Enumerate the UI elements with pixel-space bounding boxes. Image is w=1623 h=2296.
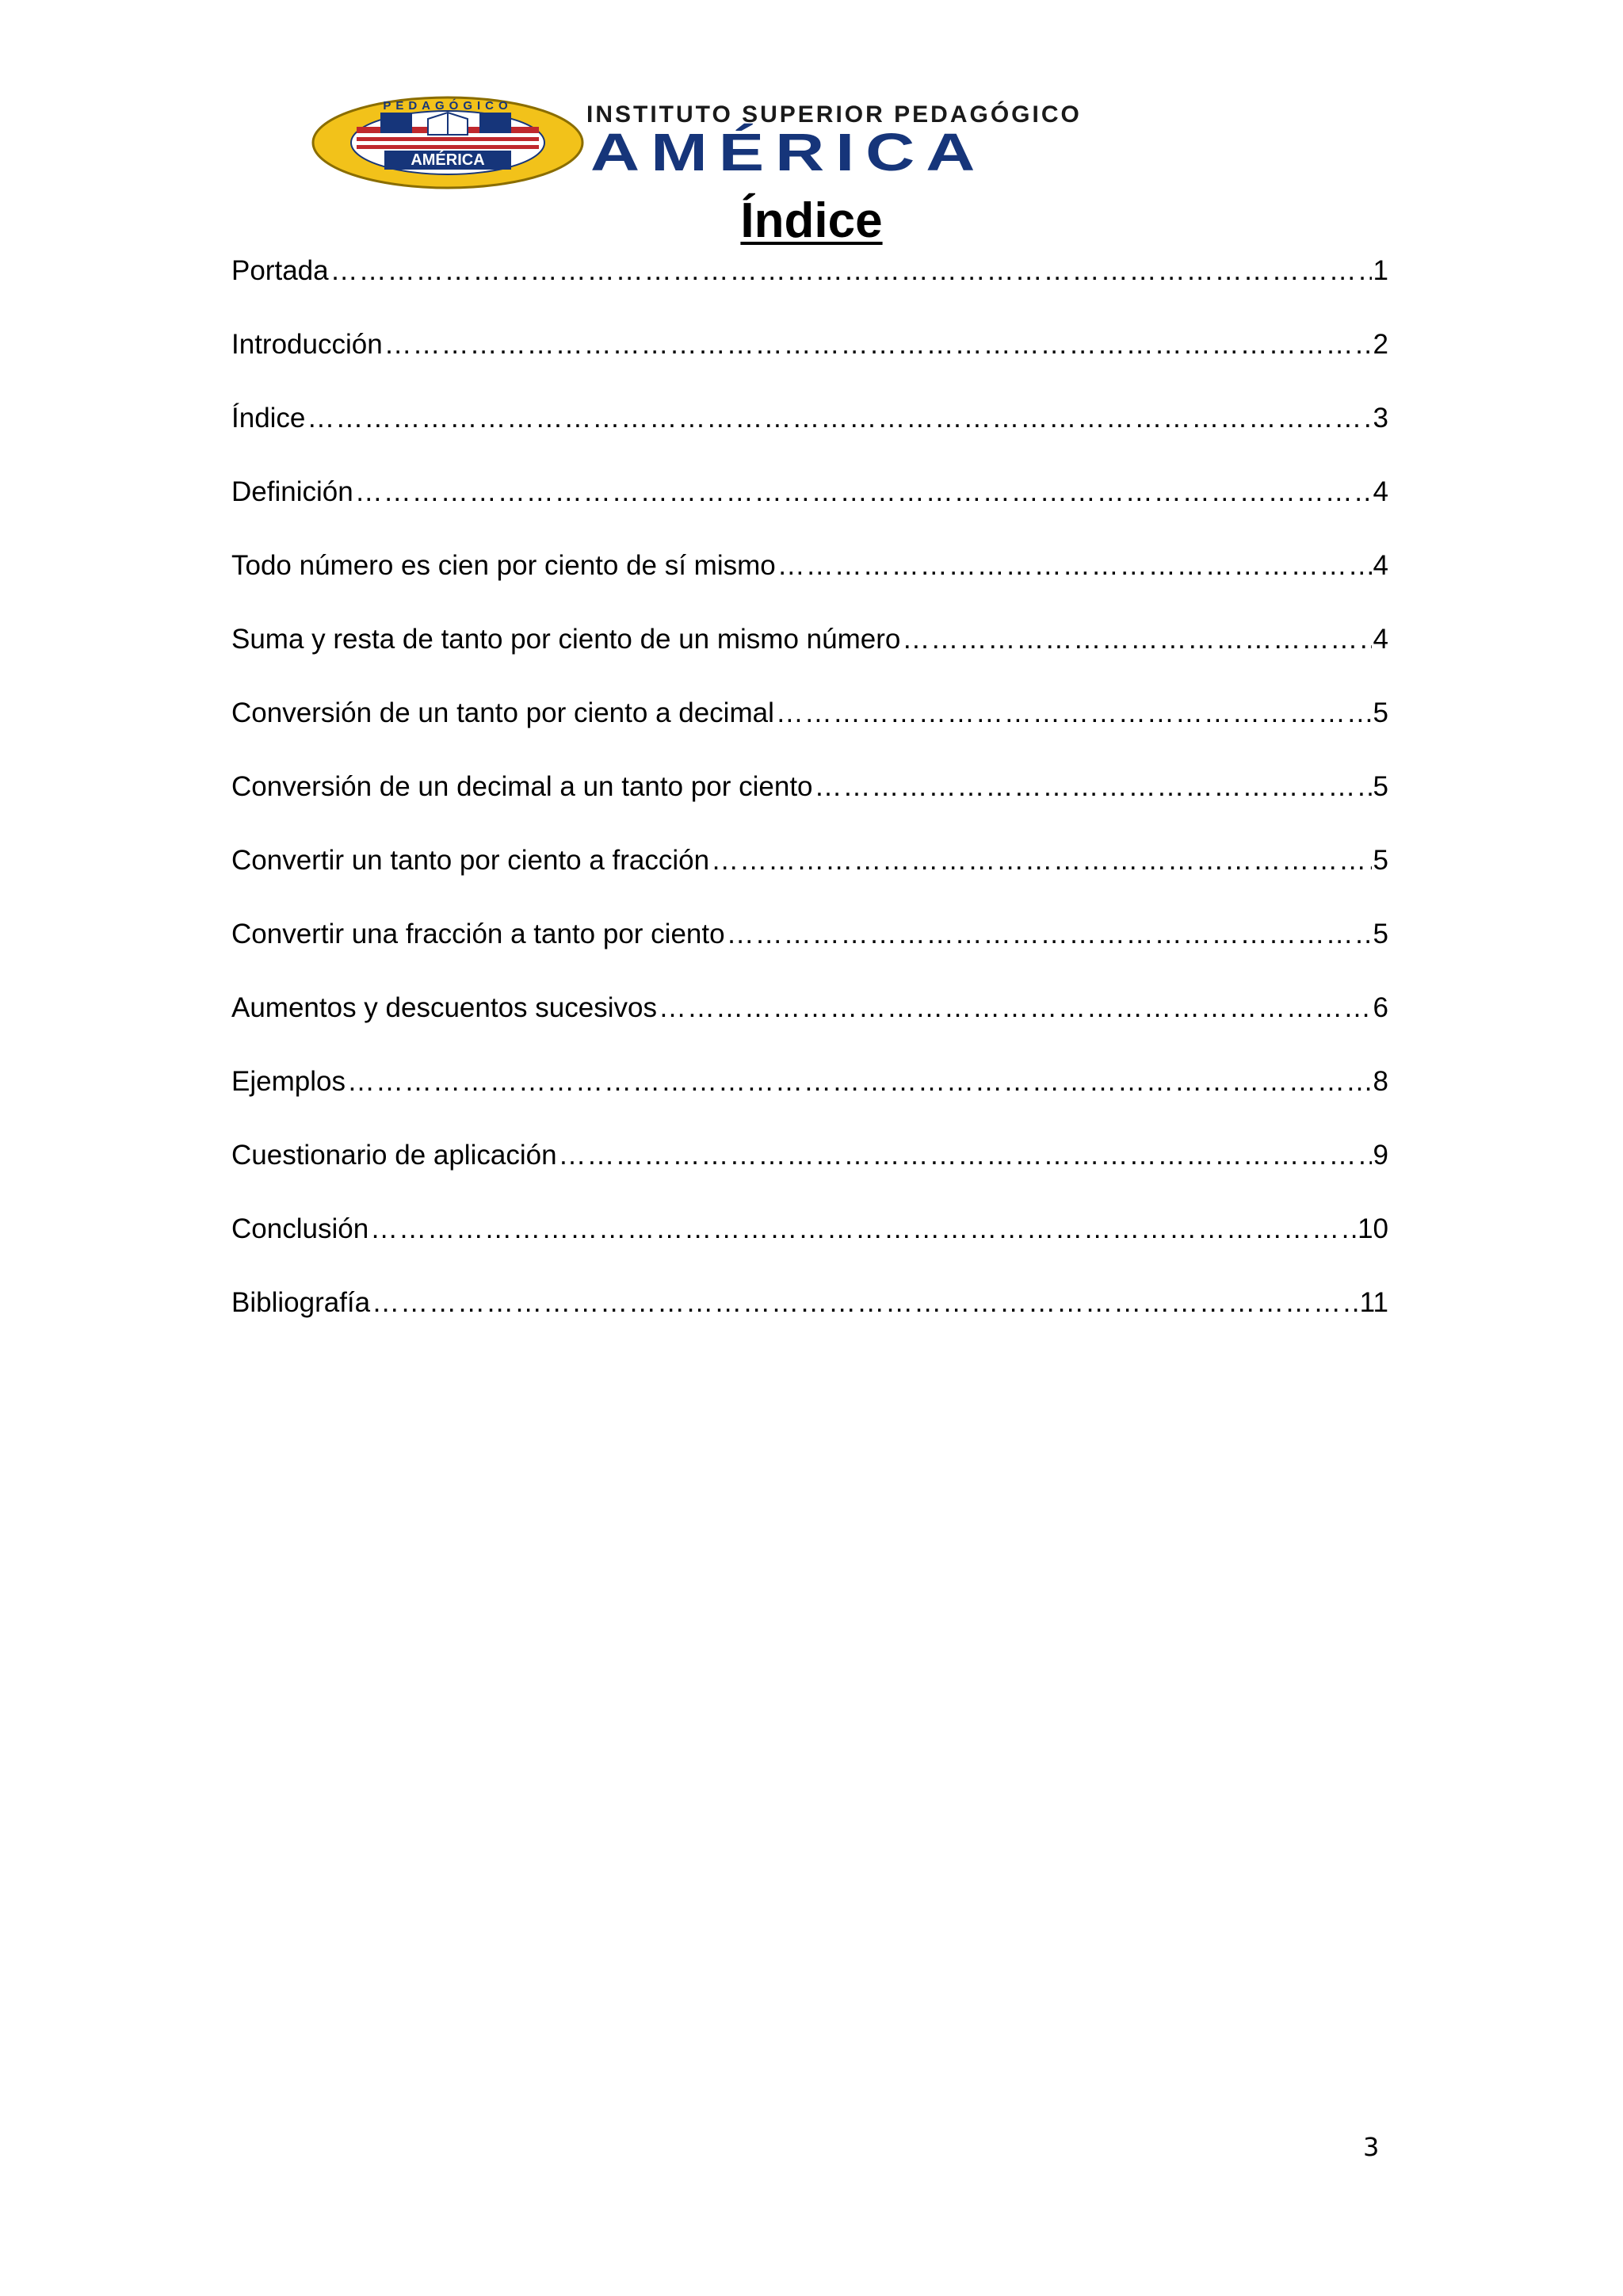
toc-entry-label: Todo número es cien por ciento de sí mismo bbox=[231, 550, 776, 581]
toc-entry bbox=[231, 476, 1388, 550]
toc-entry bbox=[231, 845, 1388, 919]
toc-entry bbox=[231, 329, 1388, 403]
institute-seal-logo bbox=[309, 95, 586, 190]
toc-entry-label: Portada bbox=[231, 255, 329, 286]
toc-dot-leader bbox=[659, 992, 1372, 1024]
toc-entry-label: Convertir un tanto por ciento a fracción bbox=[231, 845, 710, 876]
toc-dot-leader bbox=[776, 697, 1372, 729]
toc-entry bbox=[231, 624, 1388, 697]
toc-entry-label: Ejemplos bbox=[231, 1066, 346, 1097]
seal-bottom-text: AMÉRICA bbox=[411, 151, 485, 169]
toc-entry bbox=[231, 919, 1388, 992]
toc-entry-page: 4 bbox=[1373, 550, 1388, 581]
toc-entry-label: Introducción bbox=[231, 329, 383, 360]
toc-entry bbox=[231, 550, 1388, 624]
toc-entry-label: Conclusión bbox=[231, 1213, 369, 1244]
toc-dot-leader bbox=[777, 550, 1372, 582]
toc-entry bbox=[231, 255, 1388, 329]
toc-entry-label: Índice bbox=[231, 403, 306, 434]
toc-entry-page: 4 bbox=[1373, 476, 1388, 507]
toc-dot-leader bbox=[370, 1213, 1356, 1245]
toc-entry-page: 9 bbox=[1373, 1140, 1388, 1171]
seal-top-text: PEDAGÓGICO bbox=[383, 99, 513, 113]
toc-entry-page: 10 bbox=[1358, 1213, 1388, 1244]
toc-entry-label: Bibliografía bbox=[231, 1287, 371, 1318]
toc-entry-page: 5 bbox=[1373, 697, 1388, 728]
page-title: Índice bbox=[740, 193, 883, 248]
toc-entry-label: Conversión de un tanto por ciento a decimal bbox=[231, 697, 774, 728]
toc-entry-page: 6 bbox=[1373, 992, 1388, 1023]
toc-entry bbox=[231, 992, 1388, 1066]
toc-dot-leader bbox=[559, 1140, 1372, 1171]
toc-dot-leader bbox=[355, 476, 1372, 508]
toc-entry-page: 1 bbox=[1373, 255, 1388, 286]
toc-entry-page: 4 bbox=[1373, 624, 1388, 655]
toc-entry bbox=[231, 403, 1388, 476]
toc-entry-label: Cuestionario de aplicación bbox=[231, 1140, 557, 1171]
toc-entry-page: 8 bbox=[1373, 1066, 1388, 1097]
toc-entry bbox=[231, 771, 1388, 845]
toc-entry-page: 5 bbox=[1373, 919, 1388, 949]
toc-dot-leader bbox=[330, 255, 1372, 287]
institute-name-line1: INSTITUTO SUPERIOR PEDAGÓGICO bbox=[586, 101, 1082, 128]
toc-entry-label: Definición bbox=[231, 476, 353, 507]
toc-entry bbox=[231, 1213, 1388, 1287]
toc-entry bbox=[231, 1287, 1388, 1361]
toc-dot-leader bbox=[815, 771, 1372, 803]
toc-entry-label: Convertir una fracción a tanto por ciento bbox=[231, 919, 725, 949]
toc-entry-page: 3 bbox=[1373, 403, 1388, 434]
toc-entry-label: Conversión de un decimal a un tanto por ciento bbox=[231, 771, 813, 802]
toc-entry-page: 5 bbox=[1373, 771, 1388, 802]
toc-dot-leader bbox=[902, 624, 1371, 655]
toc-entry-page: 11 bbox=[1359, 1287, 1388, 1318]
toc-entry bbox=[231, 1140, 1388, 1213]
toc-dot-leader bbox=[711, 845, 1371, 877]
institute-name-line2: AMÉRICA bbox=[590, 122, 987, 182]
toc-entry-label: Suma y resta de tanto por ciento de un mismo número bbox=[231, 624, 901, 655]
toc-entry bbox=[231, 1066, 1388, 1140]
toc-dot-leader bbox=[384, 329, 1372, 361]
toc-dot-leader bbox=[727, 919, 1372, 950]
page-number: 3 bbox=[1363, 2132, 1380, 2162]
toc-dot-leader bbox=[347, 1066, 1372, 1098]
toc-dot-leader bbox=[307, 403, 1371, 434]
institute-header bbox=[309, 95, 1260, 190]
toc-entry bbox=[231, 697, 1388, 771]
toc-entry-page: 2 bbox=[1373, 329, 1388, 360]
toc-dot-leader bbox=[372, 1287, 1358, 1319]
table-of-contents bbox=[231, 255, 1388, 1361]
toc-entry-label: Aumentos y descuentos sucesivos bbox=[231, 992, 657, 1023]
toc-entry-page: 5 bbox=[1373, 845, 1388, 876]
